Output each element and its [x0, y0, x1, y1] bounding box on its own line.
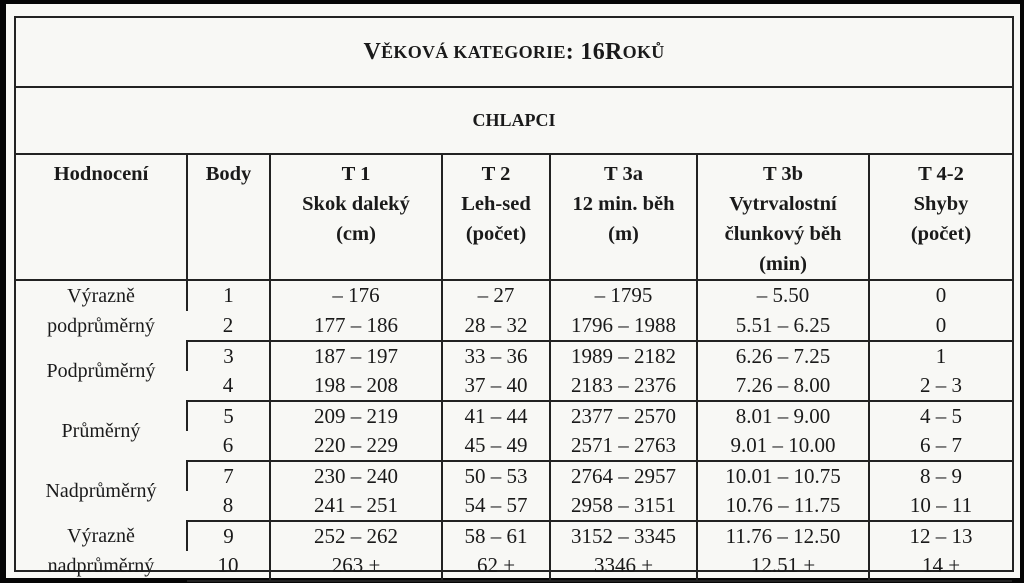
value-cell: 0	[869, 280, 1012, 311]
value-cell: 2764 – 2957	[550, 461, 697, 491]
title-part: OKŮ	[622, 41, 665, 62]
value-cell: 8.01 – 9.00	[697, 401, 869, 431]
value-cell: 230 – 240	[270, 461, 442, 491]
value-cell: 1	[869, 341, 1012, 371]
value-cell: 177 – 186	[270, 311, 442, 342]
header-row	[16, 155, 1012, 280]
norm-table-frame	[14, 16, 1014, 577]
value-cell: 263 +	[270, 551, 442, 581]
points-cell: 10	[187, 551, 270, 581]
value-cell: – 27	[442, 280, 550, 311]
column-header-line: 12 min. běh	[572, 193, 675, 215]
value-cell: 2 – 3	[869, 371, 1012, 401]
document-page	[6, 4, 1020, 578]
value-cell: 9.01 – 10.00	[697, 431, 869, 461]
points-cell: 1	[187, 280, 270, 311]
table-body	[16, 280, 1012, 581]
value-cell: 1989 – 2182	[550, 341, 697, 371]
value-cell: – 176	[270, 280, 442, 311]
column-header	[270, 155, 442, 280]
points-cell: 2	[187, 311, 270, 342]
column-header-line: Vytrvalostní	[729, 193, 837, 215]
category-cell	[16, 280, 187, 341]
category-label: Nadprůměrný	[45, 480, 157, 502]
table-row	[16, 461, 1012, 491]
value-cell: 28 – 32	[442, 311, 550, 342]
category-label: Výrazně	[67, 285, 135, 307]
value-cell: 54 – 57	[442, 491, 550, 521]
value-cell: 241 – 251	[270, 491, 442, 521]
value-cell: 3346 +	[550, 551, 697, 581]
points-cell: 3	[187, 341, 270, 371]
value-cell: 12.51 +	[697, 551, 869, 581]
value-cell: 3152 – 3345	[550, 521, 697, 551]
column-header-line: T 2	[481, 163, 511, 185]
value-cell: 2958 – 3151	[550, 491, 697, 521]
column-header-line: (počet)	[910, 223, 972, 245]
value-cell: 12 – 13	[869, 521, 1012, 551]
column-header-line: (m)	[608, 223, 639, 245]
column-header	[187, 155, 270, 280]
column-header-line: T 1	[341, 163, 371, 185]
value-cell: 41 – 44	[442, 401, 550, 431]
category-label: Výrazně	[67, 525, 135, 547]
category-cell	[16, 401, 187, 461]
category-label: Průměrný	[61, 420, 141, 442]
title-part: R	[605, 38, 623, 65]
title-part: : 16	[565, 38, 605, 65]
category-cell	[16, 461, 187, 521]
column-header-line: T 3a	[604, 163, 643, 185]
column-header	[869, 155, 1012, 280]
norms-table	[16, 155, 1012, 582]
column-header	[550, 155, 697, 280]
column-header-line: (cm)	[336, 223, 376, 245]
value-cell: 14 +	[869, 551, 1012, 581]
column-header-line: člunkový běh	[724, 223, 842, 245]
points-cell: 9	[187, 521, 270, 551]
points-cell: 4	[187, 371, 270, 401]
value-cell: 50 – 53	[442, 461, 550, 491]
column-header	[697, 155, 869, 280]
value-cell: 10 – 11	[869, 491, 1012, 521]
column-header	[442, 155, 550, 280]
value-cell: 45 – 49	[442, 431, 550, 461]
value-cell: 0	[869, 311, 1012, 342]
table-subtitle: CHLAPCI	[16, 88, 1012, 155]
column-header-line: Body	[205, 163, 252, 185]
column-header-line: Skok daleký	[302, 193, 410, 215]
column-header-line: (počet)	[465, 223, 527, 245]
title-part: V	[363, 38, 382, 65]
column-header-line: T 4-2	[918, 163, 964, 185]
title-part: ĚKOVÁ KATEGORIE	[381, 41, 566, 62]
table-row	[16, 280, 1012, 311]
value-cell: 2183 – 2376	[550, 371, 697, 401]
value-cell: 198 – 208	[270, 371, 442, 401]
value-cell: 4 – 5	[869, 401, 1012, 431]
value-cell: 2571 – 2763	[550, 431, 697, 461]
value-cell: 6.26 – 7.25	[697, 341, 869, 371]
value-cell: 6 – 7	[869, 431, 1012, 461]
column-header-line: T 3b	[762, 163, 804, 185]
value-cell: 10.76 – 11.75	[697, 491, 869, 521]
value-cell: 209 – 219	[270, 401, 442, 431]
points-cell: 8	[187, 491, 270, 521]
category-label: nadprůměrný	[47, 555, 155, 577]
value-cell: – 5.50	[697, 280, 869, 311]
column-header	[16, 155, 187, 280]
value-cell: 62 +	[442, 551, 550, 581]
points-cell: 7	[187, 461, 270, 491]
value-cell: 5.51 – 6.25	[697, 311, 869, 342]
value-cell: 7.26 – 8.00	[697, 371, 869, 401]
table-row	[16, 401, 1012, 431]
value-cell: 187 – 197	[270, 341, 442, 371]
category-cell	[16, 521, 187, 581]
value-cell: 220 – 229	[270, 431, 442, 461]
column-header-line: Shyby	[913, 193, 969, 215]
category-label: podprůměrný	[47, 315, 155, 337]
column-header-line: Leh-sed	[461, 193, 531, 215]
table-title	[16, 18, 1012, 88]
value-cell: 1796 – 1988	[550, 311, 697, 342]
value-cell: 33 – 36	[442, 341, 550, 371]
points-cell: 6	[187, 431, 270, 461]
table-row	[16, 521, 1012, 551]
value-cell: 252 – 262	[270, 521, 442, 551]
table-row	[16, 341, 1012, 371]
value-cell: – 1795	[550, 280, 697, 311]
column-header-line: Hodnocení	[53, 163, 149, 185]
value-cell: 11.76 – 12.50	[697, 521, 869, 551]
points-cell: 5	[187, 401, 270, 431]
value-cell: 2377 – 2570	[550, 401, 697, 431]
category-label: Podprůměrný	[46, 360, 156, 382]
value-cell: 8 – 9	[869, 461, 1012, 491]
category-cell	[16, 341, 187, 401]
value-cell: 37 – 40	[442, 371, 550, 401]
value-cell: 10.01 – 10.75	[697, 461, 869, 491]
column-header-line: (min)	[759, 253, 807, 275]
value-cell: 58 – 61	[442, 521, 550, 551]
